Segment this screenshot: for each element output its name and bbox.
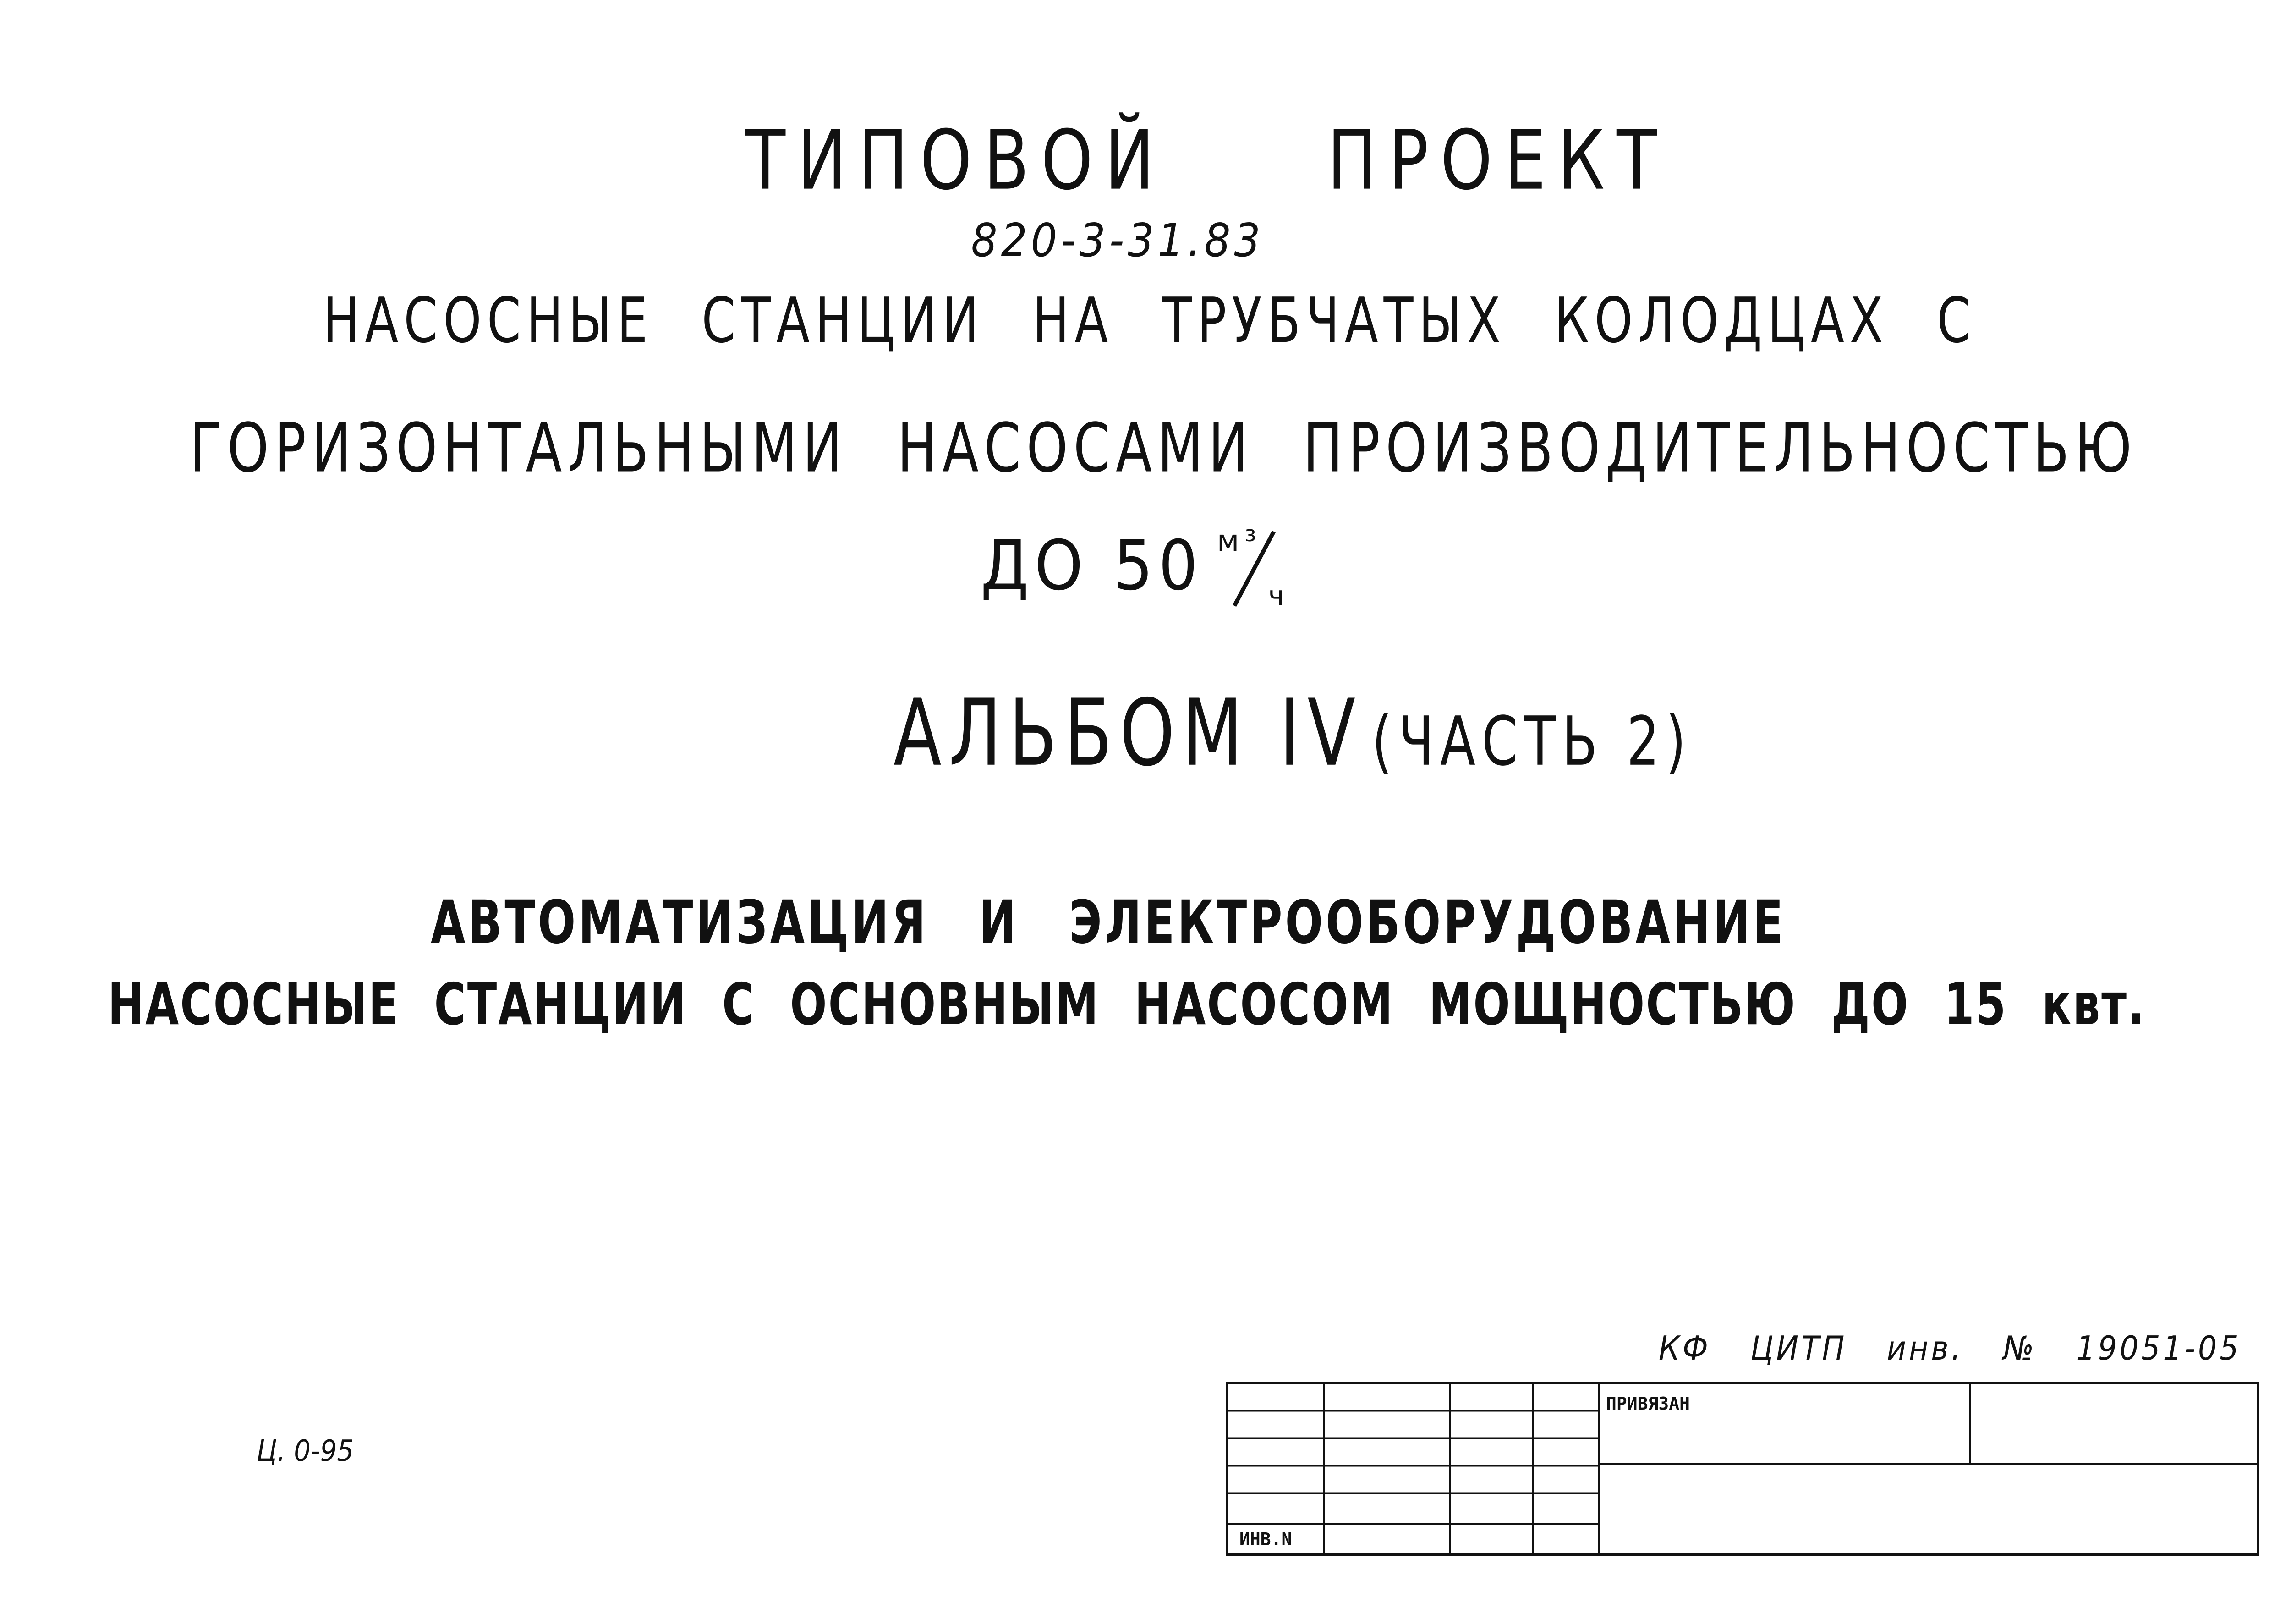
title-block-grid [1226, 1382, 2261, 1565]
album-label: АЛЬБОМ IV [893, 680, 1363, 787]
capacity-text: ДО 50 [981, 526, 1204, 606]
album-heading [893, 680, 1693, 787]
section-title-line-1: АВТОМАТИЗАЦИЯ И ЭЛЕКТРООБОРУДОВАНИЕ [431, 888, 1786, 957]
subtitle-line-2: ГОРИЗОНТАЛЬНЫМИ НАСОСАМИ ПРОИЗВОДИТЕЛЬНОСТЬЮ [189, 409, 2138, 488]
section-title-line-2: НАСОСНЫЕ СТАНЦИИ С ОСНОВНЫМ НАСОСОМ МОЩНОСТЬЮ ДО 15 квт. [108, 971, 2146, 1038]
capacity-unit-denominator: ч [1268, 580, 1290, 611]
archive-inventory-stamp: КФ ЦИТП инв. № 19051-05 [1659, 1329, 2242, 1367]
bound-label: ПРИВЯЗАН [1606, 1394, 1690, 1414]
capacity-unit-numerator: м³ [1217, 524, 1262, 558]
capacity-line [981, 524, 1292, 611]
sheet-number: Ц. 0-95 [257, 1434, 354, 1468]
document-title: ТИПОВОЙ ПРОЕКТ [745, 112, 1669, 208]
capacity-unit [1214, 524, 1292, 611]
inventory-label: ИНВ.N [1239, 1529, 1292, 1549]
project-code: 820-3-31.83 [971, 214, 1264, 267]
album-part: (ЧАСТЬ 2) [1372, 702, 1693, 781]
subtitle-line-1: НАСОСНЫЕ СТАНЦИИ НА ТРУБЧАТЫХ КОЛОДЦАХ С [323, 284, 1977, 357]
title-block-stamp [1226, 1382, 2261, 1567]
